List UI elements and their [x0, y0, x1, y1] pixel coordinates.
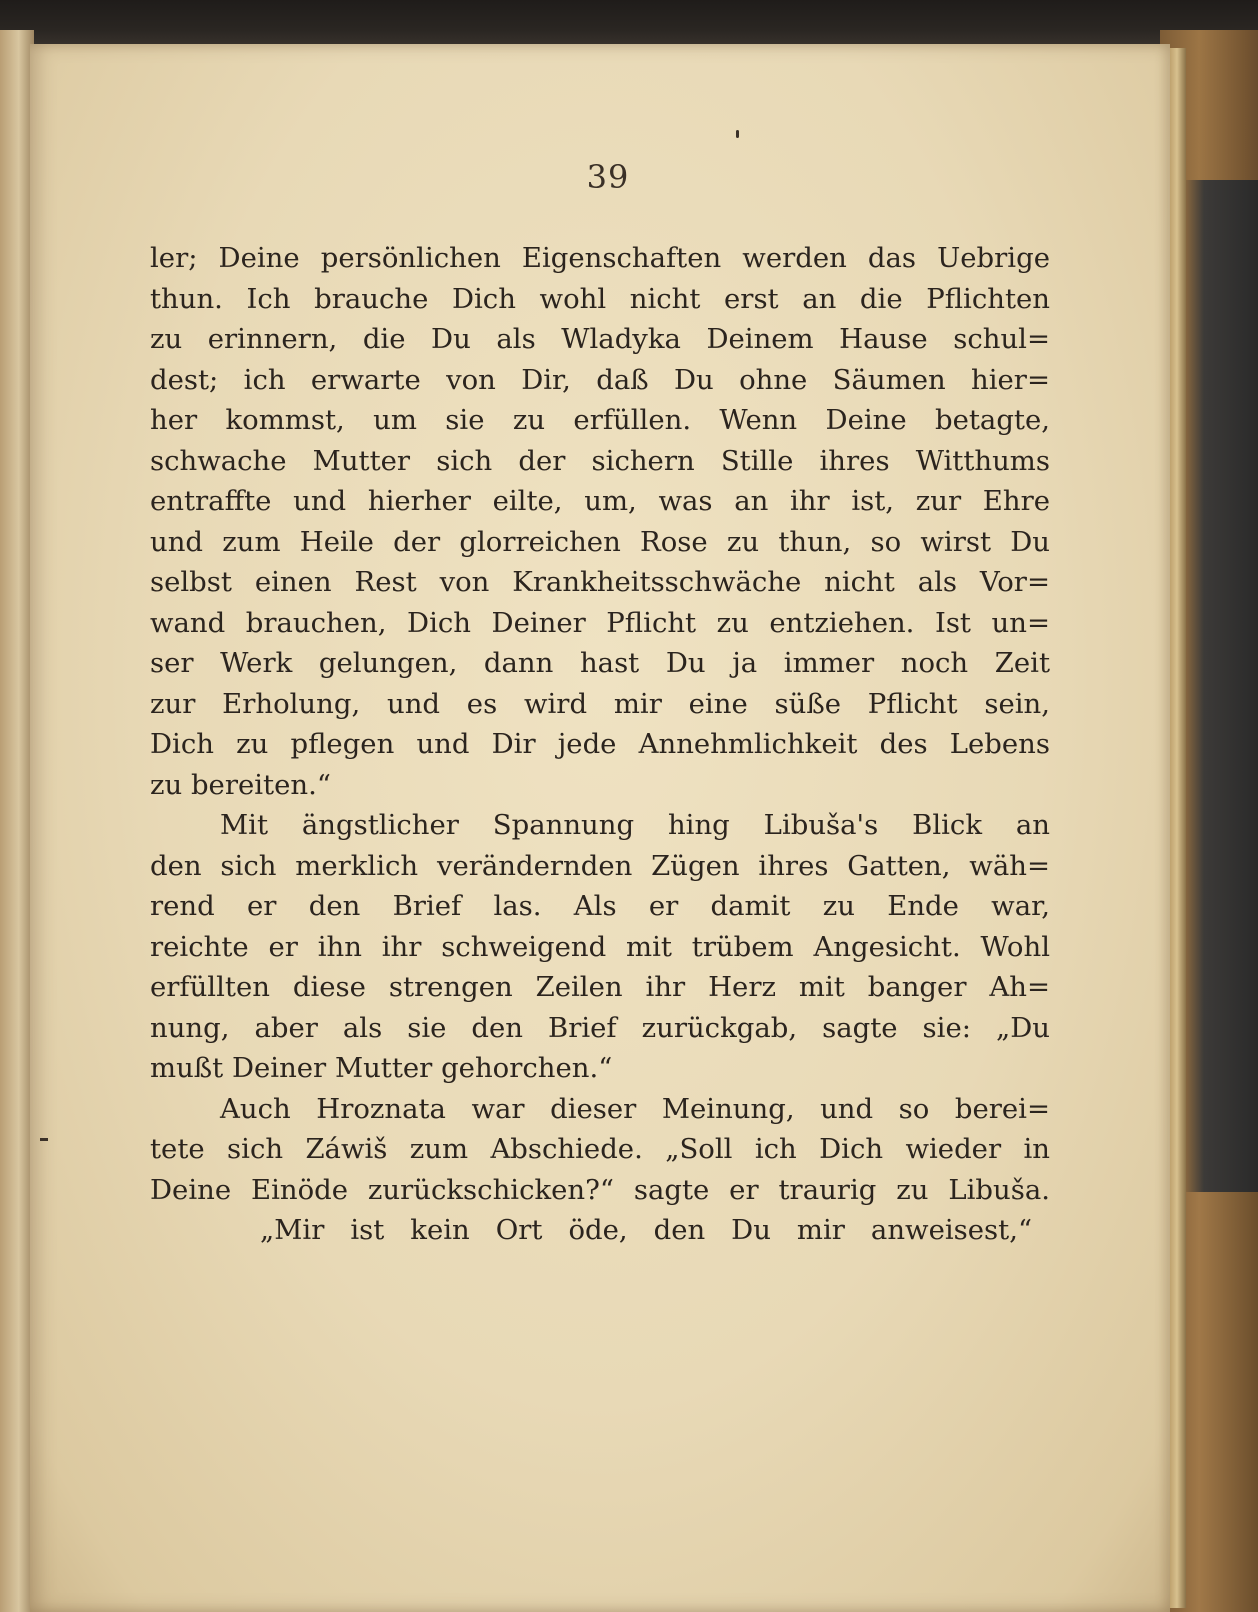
text-line: und zum Heile der glorreichen Rose zu thun, so wirst Du — [150, 525, 1050, 558]
margin-mark — [40, 1138, 48, 1141]
text-line: selbst einen Rest von Krankheitsschwäche nicht als Vor= — [150, 566, 1050, 598]
book-top-edge — [0, 0, 1258, 50]
text-line: rend er den Brief las. Als er damit zu Ende war, — [150, 890, 1050, 922]
text-line: dest; ich erwarte von Dir, daß Du ohne Säumen hier= — [150, 363, 1050, 396]
book-page — [30, 44, 1170, 1612]
page-block-edge — [1168, 48, 1186, 1608]
text-line: entraffte und hierher eilte, um, was an ihr ist, zur Ehre — [150, 485, 1050, 517]
text-line: zur Erholung, und es wird mir eine süße Pflicht sein, — [150, 687, 1050, 720]
text-line: den sich merklich verändernden Zügen ihres Gatten, wäh= — [150, 849, 1050, 882]
left-page-edge — [0, 30, 34, 1612]
text-line-paragraph-start: „Mir ist kein Ort öde, den Du mir anweisest,“ — [260, 1214, 1032, 1246]
text-line: zu erinnern, die Du als Wladyka Deinem Hause schul= — [150, 323, 1050, 355]
text-line: reichte er ihn ihr schweigend mit trübem Angesicht. Wohl — [150, 930, 1050, 963]
text-line: ser Werk gelungen, dann hast Du ja immer noch Zeit — [150, 647, 1050, 679]
text-line: wand brauchen, Dich Deiner Pflicht zu entziehen. Ist un= — [150, 606, 1050, 639]
text-line: her kommst, um sie zu erfüllen. Wenn Deine betagte, — [150, 404, 1050, 436]
text-line: tete sich Záwiš zum Abschiede. „Soll ich Dich wieder in — [150, 1133, 1050, 1165]
page-number: 39 — [586, 158, 630, 196]
text-line-paragraph-end: zu bereiten.“ — [150, 768, 331, 801]
ink-speck — [736, 130, 739, 138]
text-line: erfüllten diese strengen Zeilen ihr Herz mit banger Ah= — [150, 971, 1050, 1003]
text-line: thun. Ich brauche Dich wohl nicht erst an die Pflichten — [150, 282, 1050, 315]
text-line-paragraph-start: Mit ängstlicher Spannung hing Libuša's Blick an — [220, 809, 1050, 841]
text-line: Deine Einöde zurückschicken?“ sagte er traurig zu Libuša. — [150, 1173, 1050, 1206]
text-line-paragraph-start: Auch Hroznata war dieser Meinung, und so berei= — [220, 1092, 1050, 1125]
text-line: schwache Mutter sich der sichern Stille ihres Witthums — [150, 444, 1050, 477]
text-line: nung, aber als sie den Brief zurückgab, sagte sie: „Du — [150, 1011, 1050, 1044]
text-line-paragraph-end: mußt Deiner Mutter gehorchen.“ — [150, 1052, 613, 1084]
text-line: ler; Deine persönlichen Eigenschaften werden das Uebrige — [150, 242, 1050, 274]
text-line: Dich zu pflegen und Dir jede Annehmlichkeit des Lebens — [150, 728, 1050, 760]
body-text — [150, 238, 1050, 1251]
